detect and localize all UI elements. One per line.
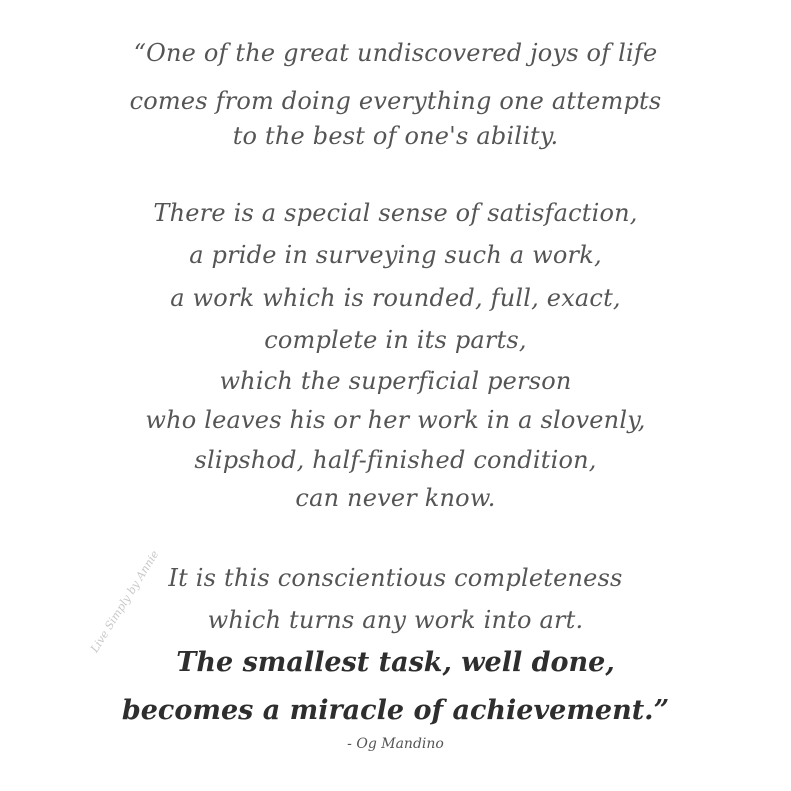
watermark: Live Simply by Annie (88, 548, 162, 655)
quote-author: - Og Mandino (347, 736, 444, 752)
quote-line: There is a special sense of satisfaction, (153, 199, 638, 227)
quote-line: to the best of one's ability. (232, 122, 559, 150)
quote-line: can never know. (295, 484, 496, 512)
quote-line: which the superficial person (219, 367, 572, 395)
quote-line: “One of the great undiscovered joys of life (133, 39, 658, 67)
quote-line: who leaves his or her work in a slovenly, (145, 406, 646, 434)
quote-line: a pride in surveying such a work, (189, 241, 602, 269)
quote-line: complete in its parts, (264, 326, 527, 354)
quote-line: It is this conscientious completeness (168, 564, 623, 592)
quote-emphasis-line: The smallest task, well done, (176, 647, 615, 678)
quote-line: which turns any work into art. (207, 606, 584, 634)
quote-line: a work which is rounded, full, exact, (170, 284, 621, 312)
quote-emphasis-line: becomes a miracle of achievement.” (121, 695, 670, 726)
quote-line: slipshod, half-finished condition, (194, 446, 597, 474)
quote-line: comes from doing everything one attempts (129, 87, 662, 115)
